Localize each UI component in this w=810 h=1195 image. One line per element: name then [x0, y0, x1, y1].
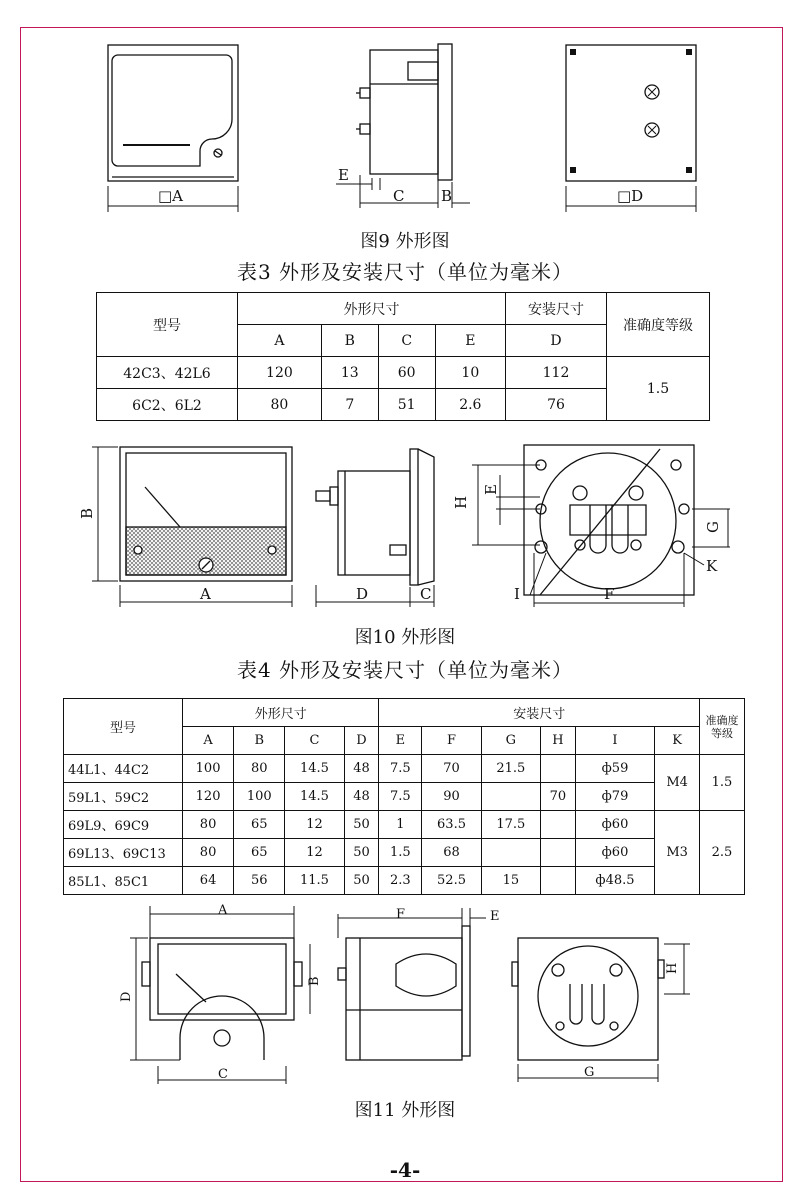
fig9-label-b: B — [441, 187, 453, 205]
fig11-front-view — [142, 938, 302, 1060]
fig11-label-b: B — [307, 976, 322, 986]
fig10-back-view — [524, 445, 694, 595]
table-row: 44L1、44C2 100 80 14.5 48 7.5 70 21.5 ф59 M4 1.5 — [64, 755, 745, 783]
fig11-label-f: F — [396, 907, 406, 922]
fig10-label-a: A — [200, 585, 211, 603]
t3-col-b: B — [321, 325, 378, 357]
table-row: 69L9、69C9 80 65 12 50 1 63.5 17.5 ф60 M3 2.5 — [64, 811, 745, 839]
page-number: -4- — [389, 1158, 421, 1182]
fig11-label-d: D — [119, 991, 134, 1002]
fig9-side-view — [356, 44, 452, 180]
fig11-label-c: C — [218, 1067, 228, 1082]
table-row: 85L1、85C1 64 56 11.5 50 2.3 52.5 15 ф48.5 — [64, 867, 745, 895]
fig11-label-h: H — [665, 962, 680, 974]
fig10-label-g: G — [704, 521, 722, 533]
fig10-label-b: B — [78, 507, 96, 519]
fig11-caption: 图11 外形图 — [354, 1100, 456, 1121]
t4-k-group-2: M3 — [655, 811, 700, 895]
fig9-back-view — [566, 45, 696, 181]
t4-header-accuracy: 准确度 等级 — [700, 699, 745, 755]
table-row: 6C2、6L2 80 7 51 2.6 76 — [97, 389, 710, 421]
figure-10 — [0, 435, 810, 620]
fig9-caption: 图9 外形图 — [360, 231, 450, 252]
t3-col-d: D — [506, 325, 607, 357]
t3-col-a: A — [238, 325, 322, 357]
fig10-label-e: E — [482, 484, 500, 495]
fig10-label-c: C — [420, 585, 432, 603]
t4-header-outline: 外形尺寸 — [183, 699, 379, 727]
table-row: 59L1、59C2 120 100 14.5 48 7.5 90 70 ф79 — [64, 783, 745, 811]
t4-accuracy-group-1: 1.5 — [700, 755, 745, 811]
t3-header-accuracy: 准确度等级 — [607, 293, 710, 357]
figure-9 — [0, 0, 810, 225]
table4: 型号 外形尺寸 安装尺寸 准确度 等级 A B C D E F G H I K 44L1、44C2 100 80 14.5 48 7.5 70 21.5 ф59 M4 1.5 59L1、59C2 120 100 14.5 48 7.5 90 70 ф79 69L9、69C9 80 65 12 50 1 63.5 17.5 ф60 M3 2.5 69L13、69C13 80 65 12 50 1.5 68 ф60 85L1、85C1 64 56 11.5 50 2.3 52.5 15 ф48.5 — [63, 698, 745, 895]
fig10-caption: 图10 外形图 — [354, 627, 456, 648]
table-row: 69L13、69C13 80 65 12 50 1.5 68 ф60 — [64, 839, 745, 867]
t3-col-c: C — [378, 325, 435, 357]
fig10-label-d: D — [356, 585, 369, 603]
fig11-label-a: A — [218, 903, 228, 918]
t3-accuracy-value: 1.5 — [607, 357, 710, 421]
fig10-label-k: K — [706, 557, 718, 575]
t3-col-e: E — [435, 325, 505, 357]
fig9-label-e: E — [338, 166, 349, 184]
fig9-label-a: □A — [158, 187, 184, 205]
t3-header-outline: 外形尺寸 — [238, 293, 506, 325]
fig10-label-h: H — [452, 495, 470, 509]
t4-accuracy-group-2: 2.5 — [700, 811, 745, 895]
fig10-front-view — [120, 447, 292, 581]
fig9-label-c: C — [393, 187, 405, 205]
fig9-front-view — [108, 45, 238, 181]
figure-11 — [0, 898, 810, 1088]
fig10-label-i: I — [514, 585, 520, 603]
table3 — [96, 292, 710, 421]
t4-header-install: 安装尺寸 — [379, 699, 700, 727]
table-row: 42C3、42L6 120 13 60 10 112 1.5 — [97, 357, 710, 389]
t4-k-group-1: M4 — [655, 755, 700, 811]
fig11-back-view — [512, 938, 664, 1060]
fig11-label-e: E — [490, 909, 500, 924]
table3-title: 表3 外形及安装尺寸（单位为毫米） — [236, 260, 574, 284]
fig10-label-f: F — [604, 585, 615, 603]
t3-header-model: 型号 — [97, 293, 238, 357]
t3-header-install: 安装尺寸 — [506, 293, 607, 325]
table4-title: 表4 外形及安装尺寸（单位为毫米） — [236, 658, 574, 682]
fig11-label-g: G — [584, 1065, 595, 1080]
t4-header-model: 型号 — [64, 699, 183, 755]
fig11-side-view — [338, 926, 470, 1060]
fig10-side-view — [316, 449, 434, 585]
fig9-label-d: □D — [617, 187, 644, 205]
